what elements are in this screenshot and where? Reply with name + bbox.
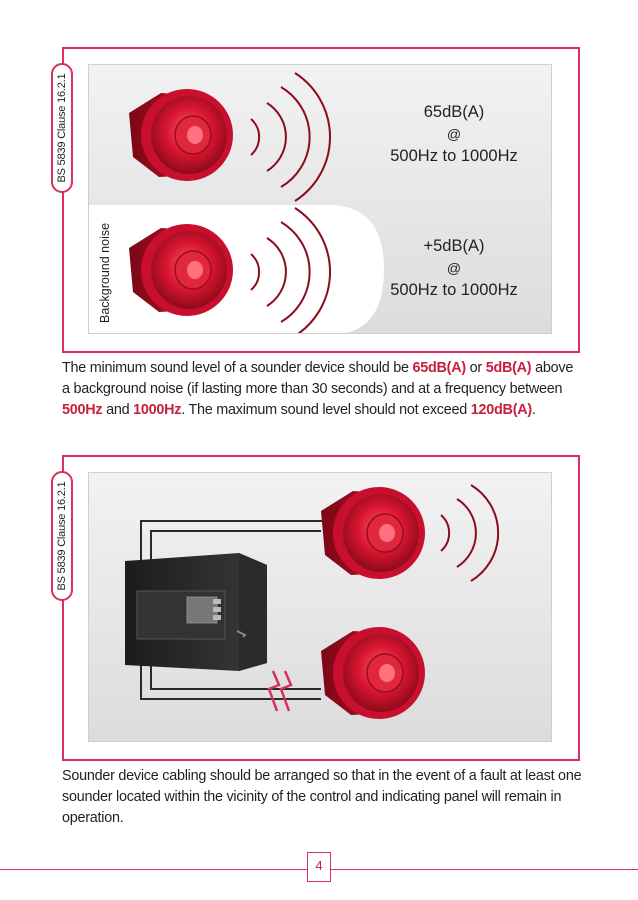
background-noise-label: Background noise (98, 222, 112, 323)
sound-level-paragraph (62, 358, 582, 421)
clause-tab-1 (51, 63, 73, 193)
text: or (465, 360, 486, 376)
highlight: 500Hz (62, 402, 103, 418)
clause-label: BS 5839 Clause 16.2.1 (56, 481, 68, 591)
sound-level-illustration (88, 64, 552, 334)
cabling-graphics (89, 473, 552, 742)
footer-line-left (0, 869, 307, 870)
footer-line-right (331, 869, 638, 870)
sounder-icon (129, 89, 233, 181)
frequency-range: 500Hz to 1000Hz (390, 281, 518, 299)
level-value: +5dB(A) (423, 237, 485, 255)
highlight: 65dB(A) (412, 360, 466, 376)
cabling-paragraph: Sounder device cabling should be arranged so that in the event of a fault at least one sounder located within the vicinity of the control and indicating panel will remain in operation. (62, 768, 582, 826)
fault-icon (269, 671, 291, 711)
page-number: 4 (307, 852, 331, 882)
sound-waves-icon (441, 485, 498, 581)
at-symbol: @ (446, 126, 462, 142)
highlight: 120dB(A) (470, 402, 532, 418)
highlight: 1000Hz (133, 402, 182, 418)
sounder-icon (321, 627, 425, 719)
highlight: 5dB(A) (485, 360, 532, 376)
at-symbol: @ (446, 260, 462, 276)
sound-level-1 (369, 101, 539, 167)
control-panel-icon (125, 553, 267, 671)
text: above a background noise (if lasting more than 30 seconds) and at a frequency between (62, 360, 574, 397)
text: . (531, 402, 536, 418)
clause-label: BS 5839 Clause 16.2.1 (56, 73, 68, 183)
clause-tab-2 (51, 471, 73, 601)
sounder-icon (321, 487, 425, 579)
text: . The maximum sound level should not exceed (181, 402, 471, 418)
cabling-illustration (88, 472, 552, 742)
frequency-range: 500Hz to 1000Hz (390, 147, 518, 165)
level-value: 65dB(A) (423, 103, 485, 121)
sound-waves-icon (251, 73, 330, 201)
sound-level-2 (369, 235, 539, 301)
text: The minimum sound level of a sounder device should be (62, 360, 413, 376)
text: and (102, 402, 134, 418)
